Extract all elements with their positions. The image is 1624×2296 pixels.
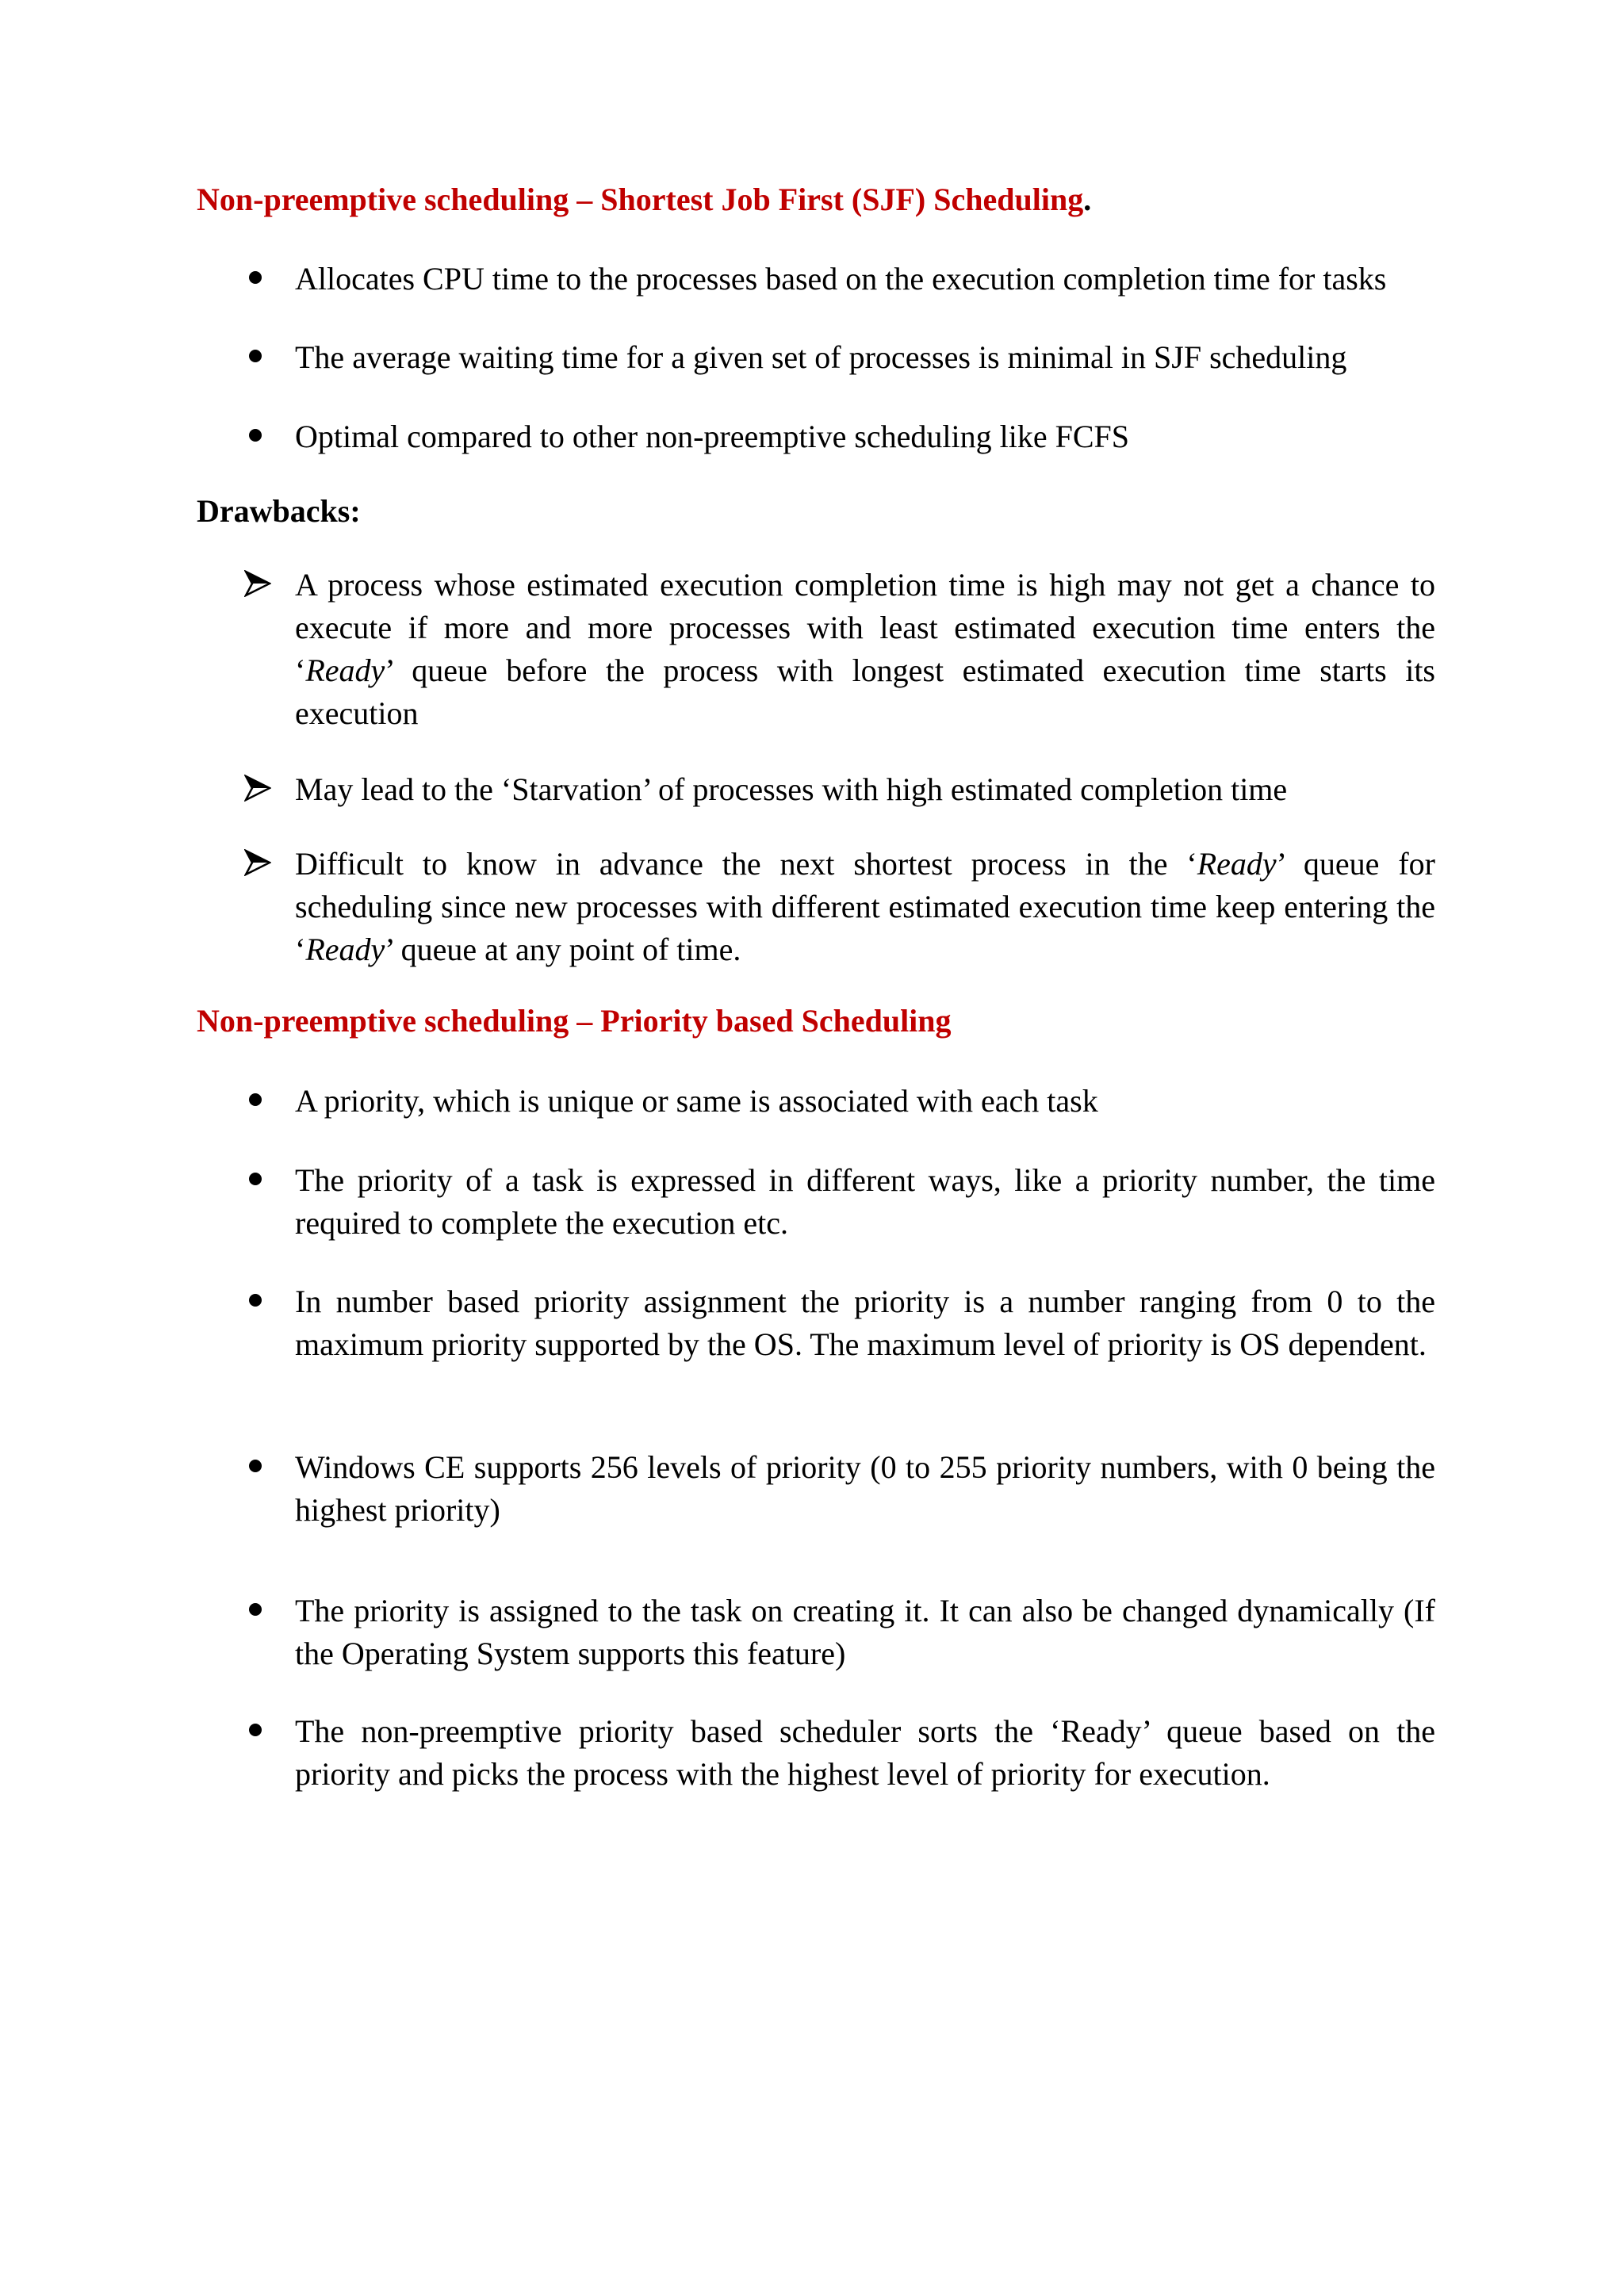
priority-heading: Non-preemptive scheduling – Priority based Scheduling bbox=[197, 1003, 952, 1039]
priority-bullet-3: In number based priority assignment the priority is a number ranging from 0 to the maximum priority supported by the OS. The maximum level of priority is OS dependent. bbox=[295, 1284, 1435, 1362]
priority-bullet-5: The priority is assigned to the task on creating it. It can also be changed dynamically (If the Operating System supports this feature) bbox=[295, 1593, 1435, 1671]
bullet-dot-icon bbox=[249, 1603, 262, 1616]
sjf-bullet-3: Optimal compared to other non-preemptive scheduling like FCFS bbox=[295, 419, 1130, 454]
arrowhead-bullet-icon bbox=[244, 849, 271, 876]
drawback-item-3: Difficult to know in advance the next shortest process in the ‘Ready’ queue for scheduling since new processes with different estimated execution time keep entering the ‘Ready’ queue at any point of time. bbox=[295, 846, 1435, 967]
drawback-item-1: A process whose estimated execution completion time is high may not get a chance to execute if more and more processes with least estimated execution time enters the ‘Ready’ queue before the process with longest estimated execution time starts its execution bbox=[295, 567, 1435, 731]
drawback-item-2: May lead to the ‘Starvation’ of processes with high estimated completion time bbox=[295, 771, 1288, 807]
arrowhead-bullet-icon bbox=[244, 570, 271, 597]
priority-bullet-4: Windows CE supports 256 levels of priority (0 to 255 priority numbers, with 0 being the highest priority) bbox=[295, 1449, 1435, 1528]
sjf-bullet-1: Allocates CPU time to the processes based on the execution completion time for tasks bbox=[295, 261, 1387, 297]
bullet-dot-icon bbox=[249, 429, 262, 442]
arrowhead-bullet-icon bbox=[244, 775, 271, 802]
priority-bullet-2: The priority of a task is expressed in different ways, like a priority number, the time required to complete the execution etc. bbox=[295, 1162, 1435, 1241]
bullet-dot-icon bbox=[249, 350, 262, 362]
bullet-dot-icon bbox=[249, 1294, 262, 1307]
sjf-heading-text: Non-preemptive scheduling – Shortest Job First (SJF) Scheduling bbox=[197, 182, 1084, 217]
bullet-dot-icon bbox=[249, 1460, 262, 1472]
sjf-bullet-2: The average waiting time for a given set of processes is minimal in SJF scheduling bbox=[295, 339, 1347, 375]
priority-bullet-1: A priority, which is unique or same is associated with each task bbox=[295, 1083, 1098, 1119]
bullet-dot-icon bbox=[249, 1093, 262, 1106]
bullet-dot-icon bbox=[249, 1724, 262, 1736]
drawbacks-heading: Drawbacks: bbox=[197, 493, 361, 529]
bullet-dot-icon bbox=[249, 271, 262, 284]
sjf-heading bbox=[197, 178, 1091, 221]
sjf-heading-period: . bbox=[1083, 182, 1092, 217]
priority-bullet-6: The non-preemptive priority based scheduler sorts the ‘Ready’ queue based on the priority and picks the process with the highest level of priority for execution. bbox=[295, 1713, 1435, 1792]
bullet-dot-icon bbox=[249, 1173, 262, 1185]
